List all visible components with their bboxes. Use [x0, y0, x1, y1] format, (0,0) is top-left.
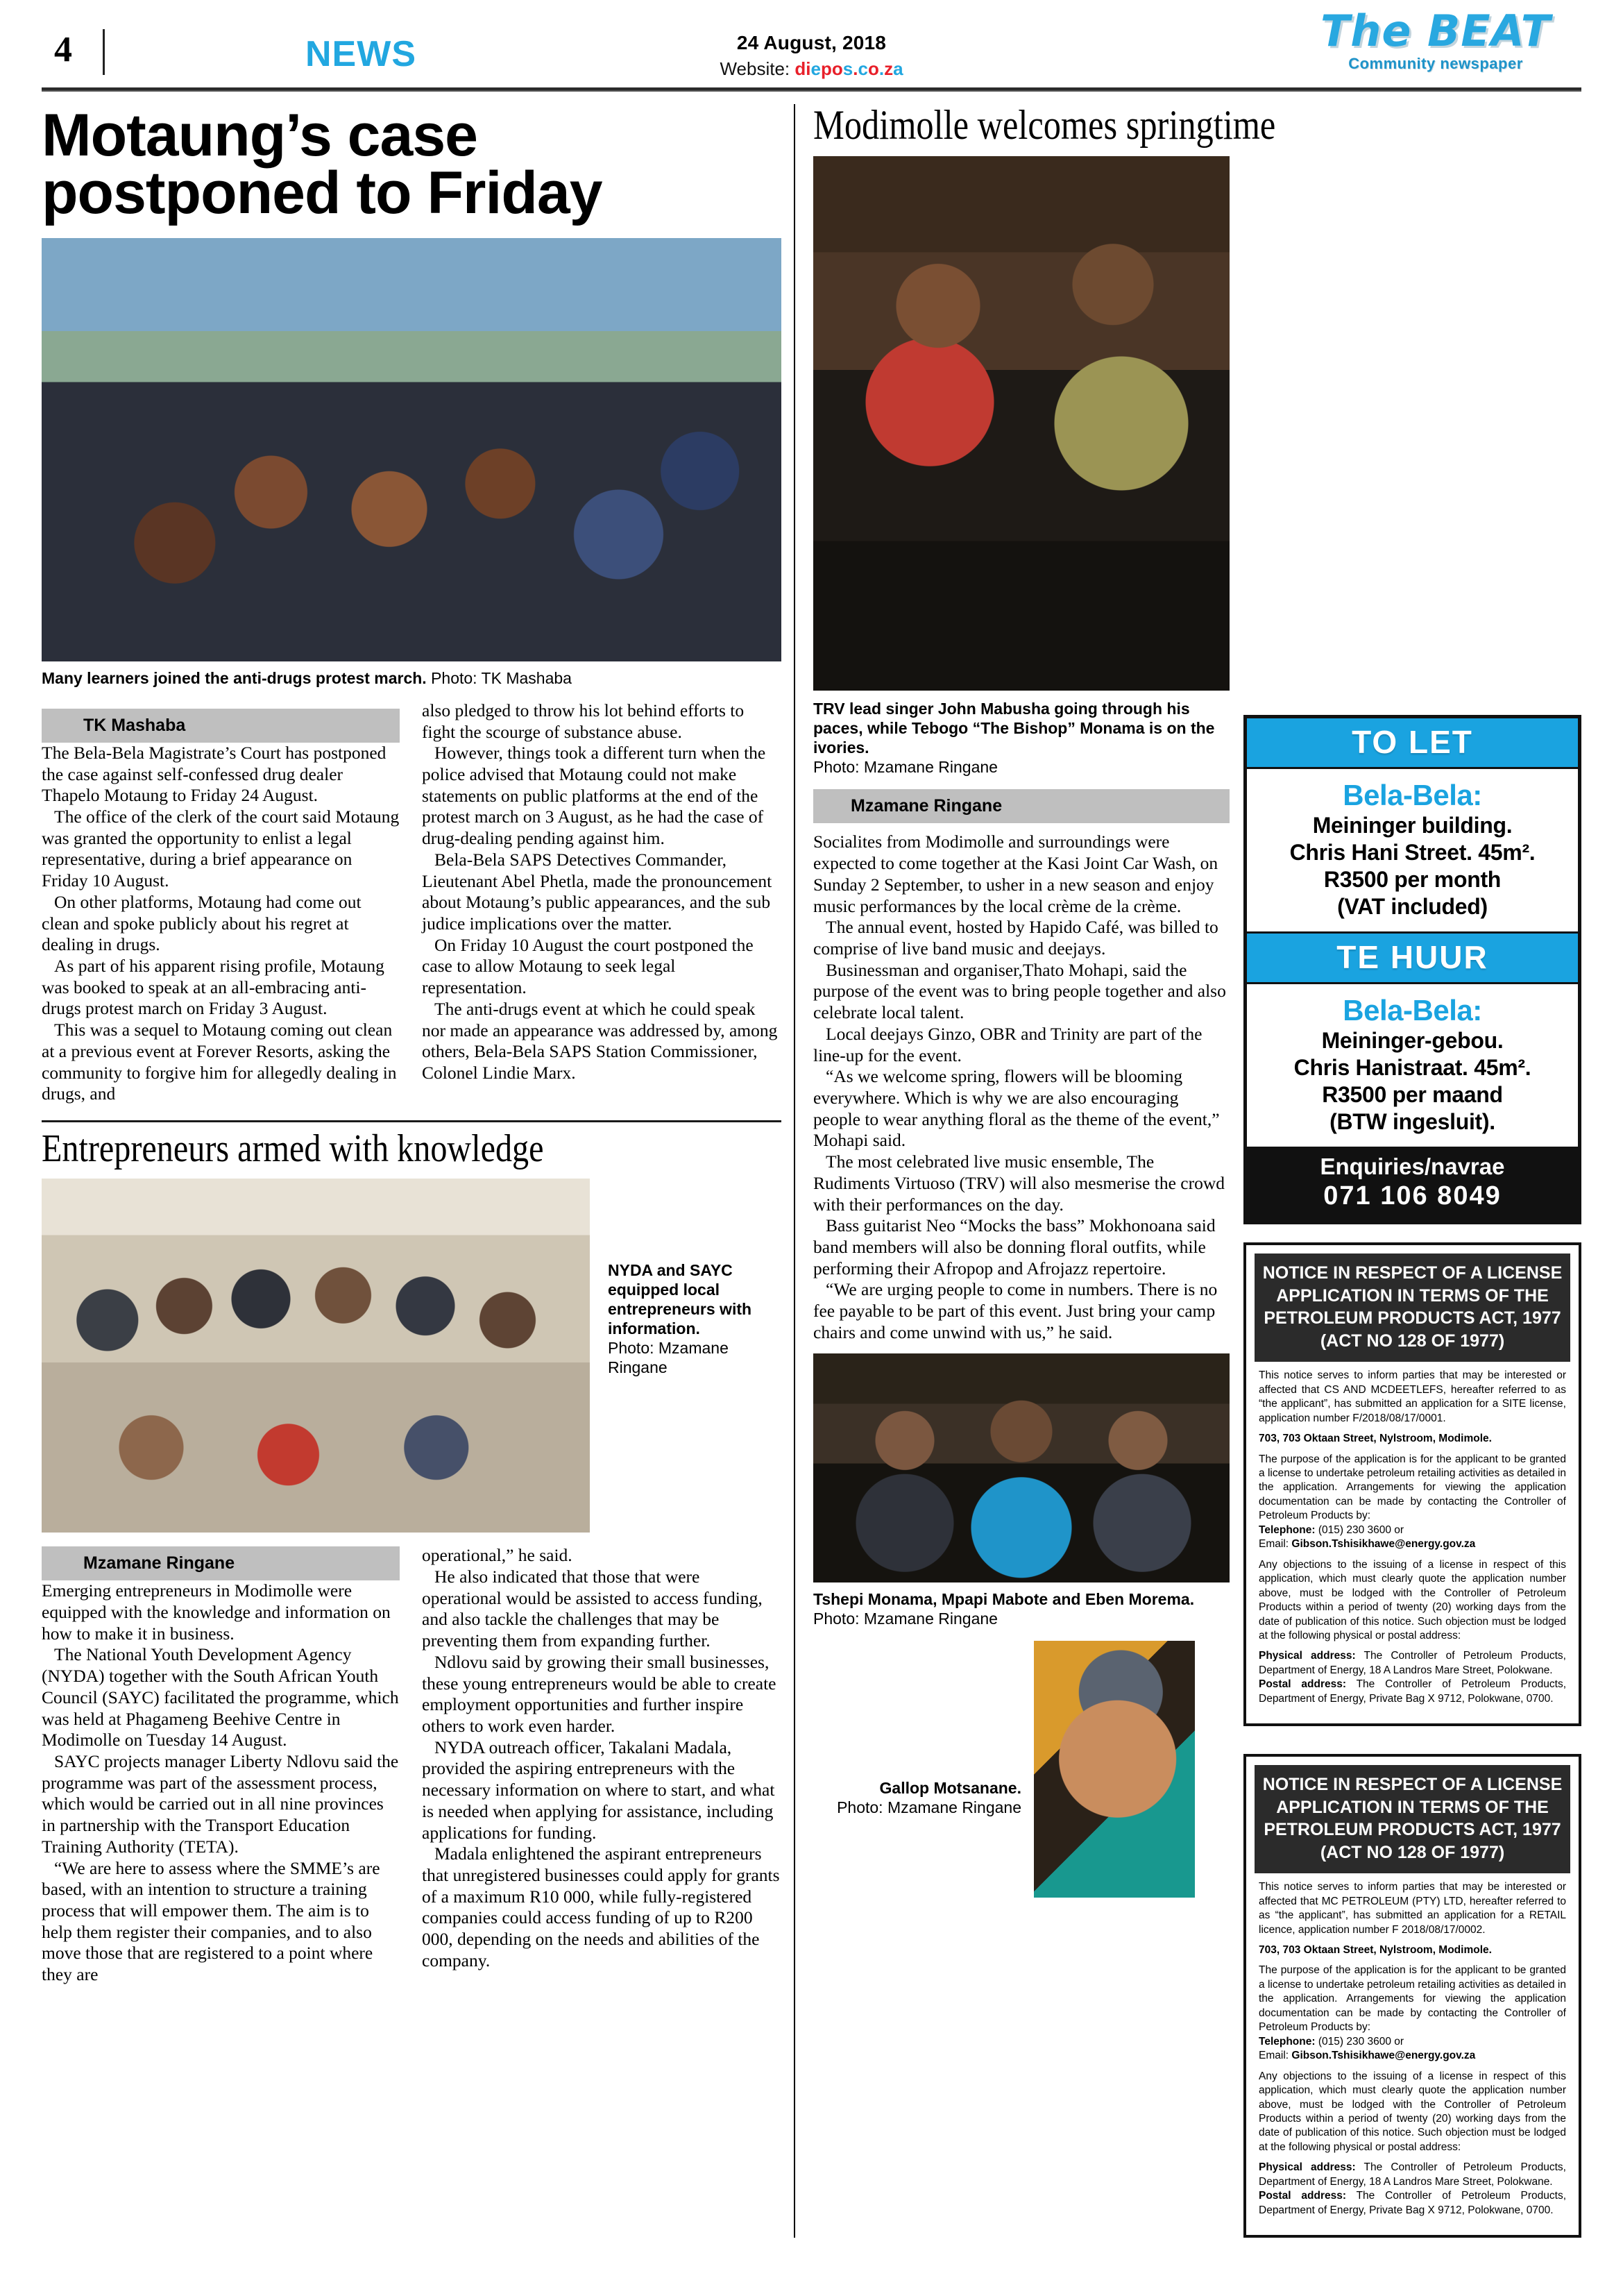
right-column-spacer [1243, 104, 1581, 715]
notice-1-addresses [1259, 1649, 1566, 1706]
caption-gallop-credit: Photo: Mzamane Ringane [837, 1798, 1021, 1816]
photo-gallop-motsanane [1034, 1641, 1195, 1898]
website-char: . [853, 58, 858, 79]
byline-mzamane-ringane-1: Mzamane Ringane [42, 1546, 400, 1580]
paragraph: However, things took a different turn when the police advised that Motaung could not make statements on public platforms at the end of the protest march on 3 August, as he had the case of drug-dealing pending against him. [422, 743, 766, 849]
ad-line: (VAT included) [1337, 894, 1488, 920]
paragraph: operational,” he said. [422, 1545, 572, 1566]
entrepreneurs-column-2 [422, 1542, 780, 1986]
website-label: Website: [720, 58, 790, 79]
right-column [1243, 104, 1581, 2238]
ad-enquiries-label: Enquiries/navrae [1320, 1154, 1505, 1180]
notice-1-p3: Any objections to the issuing of a license in respect of this application, which must clearly quote the application number above, must be lodged with the Controller of Petroleum Products within a period of twenty (20) working days from the date of publication of this notice. Such objection must be lodged at the following physical or postal address: [1259, 1558, 1566, 1641]
masthead-rule [42, 87, 1581, 92]
notice-1-phys-label: Physical address: [1259, 1650, 1356, 1662]
byline-tk-mashaba: TK Mashaba [42, 709, 400, 743]
gallop-caption-block [813, 1641, 1021, 1898]
ad-to-let[interactable] [1243, 715, 1581, 1224]
caption-trv-band [813, 699, 1230, 757]
website-char: o [831, 58, 843, 79]
caption-text: Tshepi Monama, Mpapi Mabote and Eben Morema. [813, 1589, 1195, 1608]
paragraph: The office of the clerk of the court said Motaung was granted the opportunity to enlist a legal representative, during a brief appearance on Friday 10 August. [42, 807, 400, 891]
ad-details-en [1254, 812, 1571, 920]
photo-entrepreneurs-group [42, 1179, 590, 1533]
headline-entrepreneurs: Entrepreneurs armed with knowledge [42, 1127, 544, 1171]
notice-1-body [1255, 1362, 1570, 1715]
caption-credit: Photo: Mzamane Ringane [813, 1609, 998, 1628]
website-char: d [794, 58, 806, 79]
paragraph: SAYC projects manager Liberty Ndlovu said the programme was part of the assessment process, which would be carried out in all nine provinces in partnership with the Transport Education Training Authority (TETA). [42, 1750, 399, 1857]
notice-2-p2 [1259, 1964, 1566, 2063]
ad-band-te-huur: TE HUUR [1247, 931, 1578, 984]
notice-2-email-value[interactable]: Gibson.Tshisikhawe@energy.gov.za [1289, 2050, 1476, 2062]
paragraph: The annual event, hosted by Hapido Café, was billed to comprise of live band music and deejays. [813, 917, 1218, 959]
caption-entrepreneurs: NYDA and SAYC equipped local entrepreneurs with information. [608, 1261, 752, 1338]
ad-body-english [1247, 769, 1578, 931]
notice-2-tel-value: (015) 230 3600 or [1315, 2035, 1404, 2048]
notice-1-p1: This notice serves to inform parties that may be interested or affected that CS AND MCDEETLEFS, hereafter referred to as “the applicant”, has submitted an application for a SITE license, application number F/2018/08/17/0001. [1259, 1369, 1566, 1424]
springtime-body [813, 832, 1230, 1343]
notice-1-p2 [1259, 1453, 1566, 1552]
paragraph: On Friday 10 August the court postponed the case to allow Motaung to seek legal representation. [422, 934, 754, 998]
notice-1-post-value: The Controller of Petroleum Products, Department of Energy, Private Bag X 9712, Polokwane, 0700. [1259, 1678, 1566, 1705]
entrepreneurs-column-1 [42, 1542, 400, 1986]
ad-line: R3500 per month [1323, 867, 1502, 893]
caption-credit: Photo: TK Mashaba [426, 668, 572, 687]
notice-2-heading: NOTICE IN RESPECT OF A LICENSE APPLICATION IN TERMS OF THE PETROLEUM PRODUCTS ACT, 1977 (ACT NO 128 OF 1977) [1255, 1765, 1570, 1873]
ad-line: Chris Hani Street. 45m². [1289, 840, 1536, 866]
headline-motaung: Motaung’s case postponed to Friday [42, 102, 602, 227]
entrepreneurs-photo-row [42, 1179, 781, 1533]
paragraph: He also indicated that those that were operational would be assisted to access funding, and also tackle the challenges that may be preventing them from expanding further. [422, 1566, 763, 1651]
paragraph: Madala enlightened the aspirant entrepreneurs that unregistered businesses could apply for grants of a maximum R10 000, while fully-registered companies could access funding of up to R200 000, depending on the needs and abilities of the company. [422, 1843, 780, 1970]
caption-trv-credit: Photo: Mzamane Ringane [813, 758, 998, 777]
notice-1-p2-text: The purpose of the application is for the applicant to be granted a license to undertake petroleum retailing activities as detailed in the application. Arrangements for viewing the application documentation can be made by contacting the Controller of Petroleum Products by: [1259, 1453, 1566, 1522]
paragraph: The National Youth Development Agency (NYDA) together with the South African Youth Council (SAYC) facilitated the programme, which was held at Phagameng Beehive Centre in Modimolle on Tuesday 14 August. [42, 1644, 399, 1750]
section-label: NEWS [305, 34, 416, 74]
main-column-2 [422, 698, 780, 1105]
notice-1-tel-value: (015) 230 3600 or [1315, 1523, 1404, 1536]
notice-2-p2-text: The purpose of the application is for the applicant to be granted a license to undertake petroleum retailing activities as detailed in the application. Arrangements for viewing the application documentation can be made by contacting the Controller of Petroleum Products by: [1259, 1964, 1566, 2034]
ad-line: Meininger building. [1312, 813, 1513, 838]
paragraph: “As we welcome spring, flowers will be blooming everywhere. Which is why we are also encouraging people to wear anything floral as the theme of the event,” Mohapi said. [813, 1066, 1220, 1151]
notice-2-p1: This notice serves to inform parties that may be interested or affected that MC PETROLEUM (PTY) LTD, hereafter referred to as “the applicant”, has submitted an application for a RETAIL licence, application number F 2018/08/17/0002. [1259, 1881, 1566, 1936]
section-divider [42, 1120, 781, 1122]
page-number: 4 [54, 30, 72, 69]
notice-1-phys-value: The Controller of Petroleum Products, Department of Energy, 18 A Landros Mare Street, Polokwane. [1259, 1650, 1566, 1676]
entrepreneurs-columns [42, 1542, 781, 1986]
paragraph: Bass guitarist Neo “Mocks the bass” Mokhonoana said band members will also be donning floral outfits, while performing their Afropop and Afrojazz repertoire. [813, 1215, 1216, 1278]
paragraph: “We are urging people to come in numbers. There is no fee payable to be part of this event. Just bring your camp chairs and come unwind with us,” he said. [813, 1279, 1218, 1342]
notice-2-email-label: Email: [1259, 2050, 1289, 2062]
ad-town-en: Bela-Bela: [1343, 779, 1482, 811]
paragraph: The most celebrated live music ensemble, The Rudiments Virtuoso (TRV) will also mesmerise the crowd with their performances on the day. [813, 1151, 1225, 1215]
main-body-col1 [42, 743, 400, 1105]
ad-body-afrikaans [1247, 984, 1578, 1147]
masthead-logo [1297, 6, 1574, 73]
gallop-row [813, 1641, 1230, 1898]
notice-2-phys-value: The Controller of Petroleum Products, Department of Energy, 18 A Landros Mare Street, Polokwane. [1259, 2161, 1566, 2188]
ad-line: R3500 per maand [1322, 1082, 1503, 1108]
notice-1-post-label: Postal address: [1259, 1678, 1346, 1691]
website-char: s [842, 58, 853, 79]
ad-line: Meininger-gebou. [1321, 1028, 1504, 1054]
notice-2-p3: Any objections to the issuing of a license in respect of this application, which must clearly quote the application number above, must be lodged with the Controller of Petroleum Products within a period of twenty (20) working days from the date of publication of this notice. Such objection must be lodged at the following physical or postal address: [1259, 2070, 1566, 2153]
paragraph: The anti-drugs event at which he could speak nor made an appearance was addressed by, among others, Bela-Bela SAPS Station Commissioner, Colonel Lindie Marx. [422, 998, 778, 1083]
legal-notice-2 [1243, 1754, 1581, 2238]
caption-three-men [813, 1589, 1230, 1628]
ad-town-af: Bela-Bela: [1343, 994, 1482, 1027]
ad-band-to-let: TO LET [1247, 718, 1578, 769]
logo-tagline: Community newspaper [1348, 54, 1523, 72]
main-column-1 [42, 698, 400, 1105]
ad-details-af [1254, 1027, 1571, 1136]
website-char: o [867, 58, 879, 79]
entrepreneurs-body-col1 [42, 1580, 400, 1986]
website-char: e [810, 58, 821, 79]
website-url[interactable] [794, 58, 903, 79]
ad-line: (BTW ingesluit). [1329, 1109, 1495, 1135]
notice-1-address: 703, 703 Oktaan Street, Nylstroom, Modimole. [1259, 1433, 1492, 1445]
entrepreneurs-caption-block [608, 1179, 781, 1533]
byline-mzamane-ringane-2: Mzamane Ringane [813, 789, 1230, 823]
paragraph: NYDA outreach officer, Takalani Madala, provided the aspiring entrepreneurs with the necessary information on where to start, and what is needed when applying for assistance, including applications for funding. [422, 1737, 775, 1843]
notice-2-post-label: Postal address: [1259, 2190, 1346, 2202]
ad-phone-number[interactable]: 071 106 8049 [1323, 1181, 1502, 1211]
masthead [42, 0, 1581, 89]
website-char: p [820, 58, 832, 79]
legal-notice-1 [1243, 1242, 1581, 1726]
notice-2-phys-label: Physical address: [1259, 2161, 1356, 2174]
caption-text: TRV lead singer John Mabusha going through his paces, while Tebogo “The Bishop” Monama is on the ivories. [813, 700, 1215, 757]
paragraph: Ndlovu said by growing their small businesses, these young entrepreneurs would be able to create employment opportunities and further inspire others to work even harder. [422, 1651, 776, 1736]
caption-protest-march [42, 668, 781, 688]
paragraph: Socialites from Modimolle and surroundings were expected to come together at the Kasi Joint Car Wash, on Sunday 2 September, to usher in a new season and enjoy music performances by the local crème de la crème. [813, 832, 1218, 916]
ad-line: Chris Hanistraat. 45m². [1293, 1055, 1531, 1081]
main-body-col2 [422, 700, 780, 1084]
paragraph: On other platforms, Motaung had come out clean and spoke publicly about his regret at dealing in drugs. [42, 891, 362, 955]
paragraph: The Bela-Bela Magistrate’s Court has postponed the case against self-confessed drug dealer Thapelo Motaung to Friday 24 August. [42, 742, 386, 806]
photo-protest-march [42, 238, 781, 661]
logo-title: The BEAT [1320, 6, 1552, 56]
notice-2-address: 703, 703 Oktaan Street, Nylstroom, Modimole. [1259, 1944, 1492, 1957]
caption-text: Many learners joined the anti-drugs protest march. [42, 668, 427, 687]
notice-2-body [1255, 1873, 1570, 2227]
ad-footer[interactable] [1247, 1147, 1578, 1221]
notice-2-addresses [1259, 2161, 1566, 2218]
paragraph: Businessman and organiser,Thato Mohapi, said the purpose of the event was to bring people together and also celebrate local talent. [813, 959, 1226, 1023]
main-article-columns [42, 698, 781, 1105]
issue-date: 24 August, 2018 [736, 32, 887, 53]
notice-2-tel-label: Telephone: [1259, 2035, 1316, 2048]
paragraph: Local deejays Ginzo, OBR and Trinity are part of the line-up for the event. [813, 1023, 1203, 1065]
notice-1-heading: NOTICE IN RESPECT OF A LICENSE APPLICATION IN TERMS OF THE PETROLEUM PRODUCTS ACT, 1977 (ACT NO 128 OF 1977) [1255, 1253, 1570, 1362]
notice-2-post-value: The Controller of Petroleum Products, Department of Energy, Private Bag X 9712, Polokwane, 0700. [1259, 2190, 1566, 2216]
paragraph: Bela-Bela SAPS Detectives Commander, Lieutenant Abel Phetla, made the pronouncement about Motaung’s public appearances, and the sub judice implications over the matter. [422, 849, 772, 934]
paragraph: This was a sequel to Motaung coming out clean at a previous event at Forever Resorts, asking the community to forgive him for allegedly dealing in drugs, and [42, 1020, 397, 1104]
paragraph: also pledged to throw his lot behind efforts to fight the scourge of substance abuse. [422, 700, 745, 742]
website-char: i [806, 58, 811, 79]
paragraph: “We are here to assess where the SMME’s are based, with an intention to structure a training process that will empower them. The aim is to help them register their companies, and to also move those that are registered to a point where they are [42, 1857, 380, 1985]
website-char: z [884, 58, 894, 79]
caption-entrepreneurs-credit: Photo: Mzamane Ringane [608, 1339, 729, 1377]
photo-trv-band [813, 156, 1230, 691]
left-column [42, 104, 781, 2238]
notice-1-tel-label: Telephone: [1259, 1523, 1316, 1536]
page-grid [42, 104, 1581, 2238]
website-char: c [858, 58, 868, 79]
headline-springtime: Modimolle welcomes springtime [813, 102, 1276, 148]
website-char: . [878, 58, 885, 79]
photo-three-men [813, 1353, 1230, 1582]
entrepreneurs-body-col2 [422, 1545, 780, 1971]
notice-1-email-label: Email: [1259, 1538, 1289, 1551]
caption-gallop: Gallop Motsanane. [879, 1778, 1021, 1797]
paragraph: As part of his apparent rising profile, Motaung was booked to speak at an all-embracing anti-drugs protest march on Friday 3 August. [42, 956, 384, 1019]
notice-1-email-value[interactable]: Gibson.Tshisikhawe@energy.gov.za [1289, 1538, 1476, 1551]
paragraph: Emerging entrepreneurs in Modimolle were equipped with the knowledge and information on how to make it in business. [42, 1580, 391, 1644]
website-char: a [893, 58, 903, 79]
